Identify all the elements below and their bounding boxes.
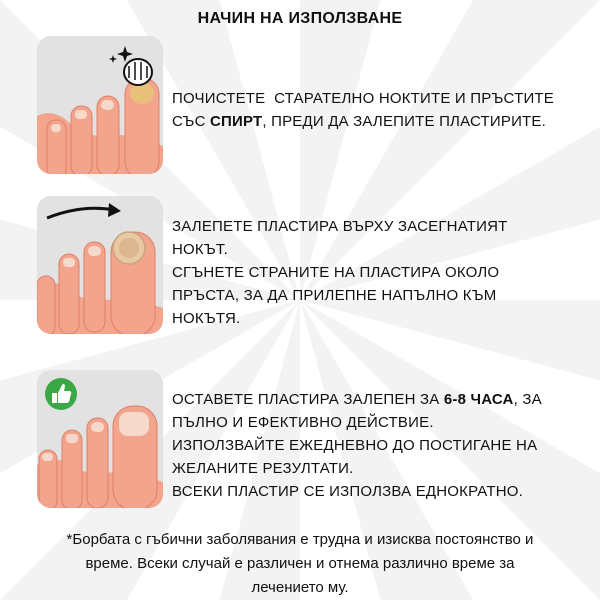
emphasis-text: 6-8 ЧАСА <box>443 391 514 408</box>
step-1-text <box>172 87 582 133</box>
footnote-line: време. Всеки случай е различен и отнема различно време за <box>85 555 515 572</box>
instruction-text: ЖЕЛАНИТЕ РЕЗУЛТАТИ. <box>172 460 354 477</box>
step-1-illustration <box>37 36 163 174</box>
instruction-line <box>172 284 582 307</box>
footnote-line: лечението му. <box>251 579 349 596</box>
patch-on-toenail-icon <box>37 196 163 334</box>
instruction-text: ПОЧИСТЕТЕ СТАРАТЕЛНО НОКТИТЕ И ПРЪСТИТЕ <box>172 90 554 107</box>
instruction-line <box>172 261 582 284</box>
instruction-text: , ПРЕДИ ДА ЗАЛЕПИТЕ ПЛАСТИРИТЕ. <box>262 113 546 130</box>
step-2-text <box>172 215 582 330</box>
instruction-text: СЪС <box>172 113 210 130</box>
instruction-line <box>172 480 582 503</box>
instruction-text: ВСЕКИ ПЛАСТИР СЕ ИЗПОЛЗВА ЕДНОКРАТНО. <box>172 483 523 500</box>
healthy-toes-thumbs-up-icon <box>37 370 163 508</box>
instruction-line <box>172 110 582 133</box>
instruction-line <box>172 307 582 330</box>
instruction-text: ПРЪСТА, ЗА ДА ПРИЛЕПНЕ НАПЪЛНО КЪМ <box>172 287 497 304</box>
footnote-line: *Борбата с гъбични заболявания е трудна и изисква постоянство и <box>66 531 534 548</box>
instruction-text: , ЗА <box>513 391 542 408</box>
instruction-line <box>172 434 582 457</box>
instruction-line <box>172 215 582 238</box>
page-title: НАЧИН НА ИЗПОЛЗВАНЕ <box>197 10 403 27</box>
instruction-line <box>172 411 582 434</box>
step-3-text <box>172 388 582 503</box>
emphasis-text: СПИРТ <box>210 113 263 130</box>
footnote <box>10 528 590 600</box>
instruction-line <box>172 457 582 480</box>
instruction-line <box>172 87 582 110</box>
thumbs-up-icon <box>45 378 77 410</box>
instruction-line <box>172 388 582 411</box>
instruction-text: ИЗПОЛЗВАЙТЕ ЕЖЕДНЕВНО ДО ПОСТИГАНЕ НА <box>172 437 538 454</box>
instruction-text: ПЪЛНО И ЕФЕКТИВНО ДЕЙСТВИЕ. <box>172 414 434 431</box>
instruction-text: НОКЪТЯ. <box>172 310 241 327</box>
instruction-text: НОКЪТ. <box>172 241 228 258</box>
instruction-text: СГЪНЕТЕ СТРАНИТЕ НА ПЛАСТИРА ОКОЛО <box>172 264 500 281</box>
step-3-illustration <box>37 370 163 508</box>
instruction-text: ЗАЛЕПЕТЕ ПЛАСТИРА ВЪРХУ ЗАСЕГНАТИЯТ <box>172 218 508 235</box>
step-2-illustration <box>37 196 163 334</box>
wiping-toenail-icon <box>37 36 163 174</box>
instruction-line <box>172 238 582 261</box>
instruction-text: ОСТАВЕТЕ ПЛАСТИРА ЗАЛЕПЕН ЗА <box>172 391 444 408</box>
